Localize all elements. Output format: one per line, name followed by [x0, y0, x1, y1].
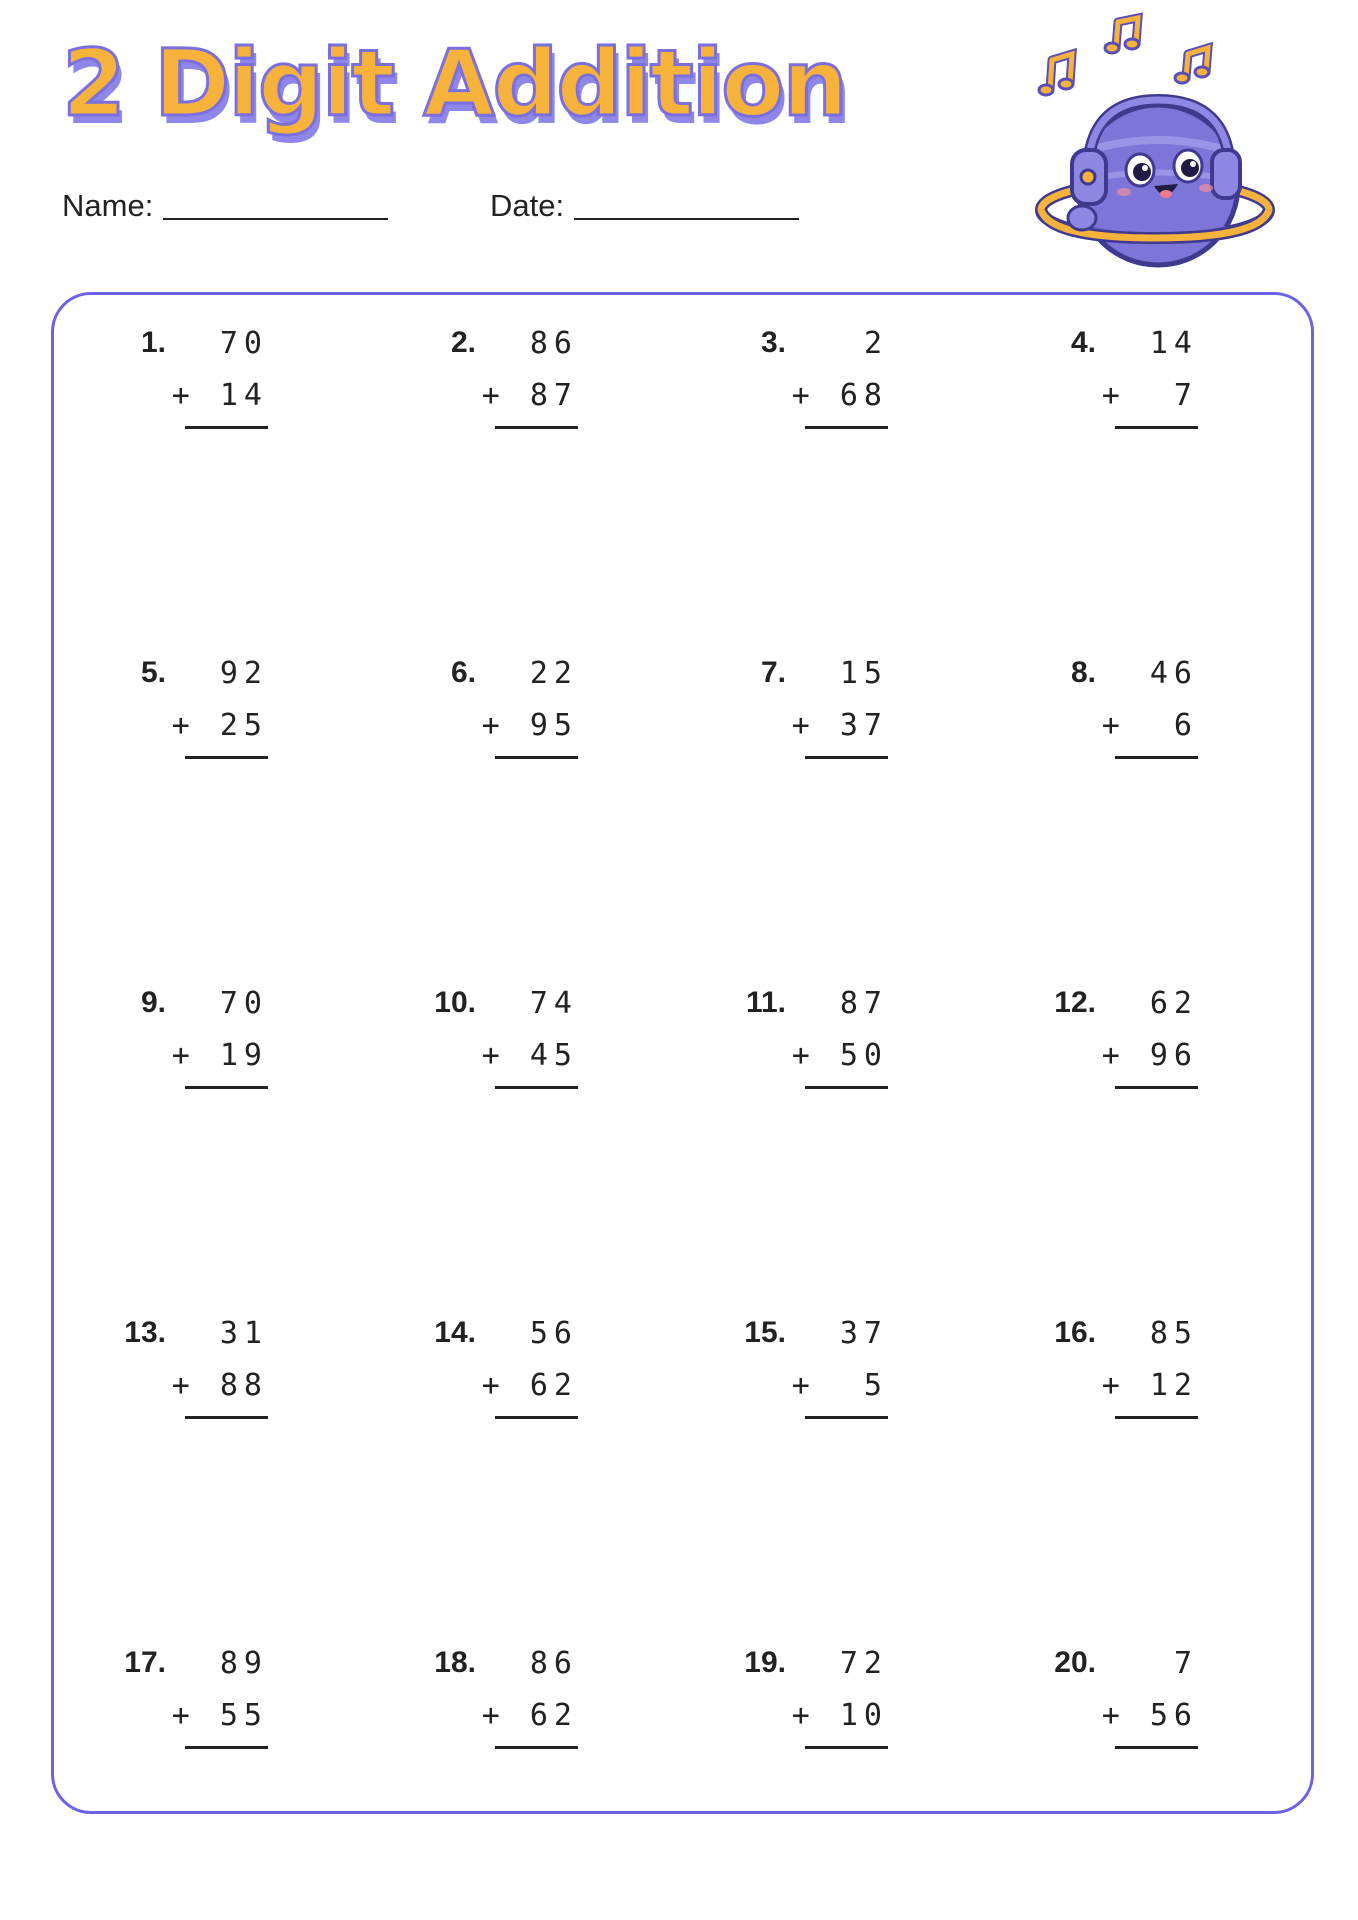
answer-line[interactable] — [1115, 756, 1198, 759]
top-addend: 62 — [1149, 986, 1198, 1021]
problem-3 — [748, 326, 888, 446]
answer-line[interactable] — [495, 756, 578, 759]
problem-16 — [1054, 1316, 1198, 1436]
date-blank-line[interactable] — [574, 196, 799, 220]
problem-number: 17. — [124, 1646, 166, 1679]
problem-15 — [744, 1316, 888, 1436]
bottom-addend: + 87 — [481, 378, 578, 413]
answer-line[interactable] — [495, 426, 578, 429]
problem-number: 12. — [1054, 986, 1096, 1019]
problem-number: 13. — [124, 1316, 166, 1349]
problems-panel — [51, 292, 1314, 1814]
problem-number: 16. — [1054, 1316, 1096, 1349]
bottom-addend: + 19 — [171, 1038, 268, 1073]
problem-7 — [748, 656, 888, 776]
answer-line[interactable] — [805, 1746, 888, 1749]
bottom-addend: + 62 — [481, 1698, 578, 1733]
problem-number: 4. — [1070, 326, 1096, 359]
top-addend: 85 — [1149, 1316, 1198, 1351]
top-addend: 14 — [1149, 326, 1198, 361]
bottom-addend: + 6 — [1101, 708, 1198, 743]
top-addend: 31 — [219, 1316, 268, 1351]
problem-number: 10. — [434, 986, 476, 1019]
answer-line[interactable] — [1115, 1416, 1198, 1419]
problem-9 — [128, 986, 268, 1106]
answer-line[interactable] — [1115, 426, 1198, 429]
bottom-addend: + 5 — [791, 1368, 888, 1403]
answer-line[interactable] — [185, 756, 268, 759]
answer-line[interactable] — [1115, 1746, 1198, 1749]
problem-12 — [1054, 986, 1198, 1106]
problem-13 — [124, 1316, 268, 1436]
problem-number: 1. — [140, 326, 166, 359]
bottom-addend: + 45 — [481, 1038, 578, 1073]
problem-11 — [745, 986, 888, 1106]
top-addend: 92 — [219, 656, 268, 691]
planet-mascot-icon — [1020, 0, 1290, 280]
problem-number: 6. — [450, 656, 476, 689]
top-addend: 72 — [839, 1646, 888, 1681]
answer-line[interactable] — [185, 426, 268, 429]
problem-number: 7. — [760, 656, 786, 689]
answer-line[interactable] — [805, 756, 888, 759]
problem-number: 11. — [745, 986, 786, 1019]
bottom-addend: + 55 — [171, 1698, 268, 1733]
top-addend: 70 — [219, 986, 268, 1021]
name-blank-line[interactable] — [163, 196, 388, 220]
bottom-addend: + 68 — [791, 378, 888, 413]
problem-number: 8. — [1070, 656, 1096, 689]
problem-number: 18. — [434, 1646, 476, 1679]
problem-8 — [1058, 656, 1198, 776]
bottom-addend: + 14 — [171, 378, 268, 413]
top-addend: 86 — [529, 1646, 578, 1681]
problem-14 — [434, 1316, 578, 1436]
bottom-addend: + 88 — [171, 1368, 268, 1403]
problem-6 — [438, 656, 578, 776]
top-addend: 86 — [529, 326, 578, 361]
answer-line[interactable] — [805, 1416, 888, 1419]
music-note-icon — [1105, 18, 1139, 53]
music-note-icon — [1175, 48, 1209, 83]
bottom-addend: + 56 — [1101, 1698, 1198, 1733]
top-addend: 70 — [219, 326, 268, 361]
problem-number: 19. — [744, 1646, 786, 1679]
problem-10 — [434, 986, 578, 1106]
top-addend: 74 — [529, 986, 578, 1021]
bottom-addend: + 50 — [791, 1038, 888, 1073]
top-addend: 22 — [529, 656, 578, 691]
problem-number: 15. — [744, 1316, 786, 1349]
problem-5 — [128, 656, 268, 776]
bottom-addend: + 95 — [481, 708, 578, 743]
worksheet-title: 2 Digit Addition — [62, 30, 847, 137]
problem-2 — [438, 326, 578, 446]
problem-1 — [128, 326, 268, 446]
answer-line[interactable] — [1115, 1086, 1198, 1089]
top-addend: 37 — [839, 1316, 888, 1351]
name-label: Name: — [62, 188, 154, 223]
problem-number: 14. — [434, 1316, 476, 1349]
bottom-addend: + 62 — [481, 1368, 578, 1403]
answer-line[interactable] — [495, 1746, 578, 1749]
problem-number: 20. — [1054, 1646, 1096, 1679]
top-addend: 7 — [1173, 1646, 1198, 1681]
top-addend: 89 — [219, 1646, 268, 1681]
problem-17 — [124, 1646, 268, 1766]
top-addend: 2 — [863, 326, 888, 361]
answer-line[interactable] — [185, 1086, 268, 1089]
answer-line[interactable] — [495, 1416, 578, 1419]
date-field[interactable] — [490, 188, 799, 224]
problem-20 — [1054, 1646, 1198, 1766]
problem-number: 2. — [450, 326, 476, 359]
top-addend: 87 — [839, 986, 888, 1021]
bottom-addend: + 25 — [171, 708, 268, 743]
problem-19 — [744, 1646, 888, 1766]
music-note-icon — [1039, 54, 1073, 95]
top-addend: 56 — [529, 1316, 578, 1351]
problem-number: 9. — [140, 986, 166, 1019]
date-label: Date: — [490, 188, 565, 223]
answer-line[interactable] — [805, 426, 888, 429]
bottom-addend: + 96 — [1101, 1038, 1198, 1073]
bottom-addend: + 10 — [791, 1698, 888, 1733]
name-field[interactable] — [62, 188, 388, 224]
problem-number: 5. — [140, 656, 166, 689]
top-addend: 15 — [839, 656, 888, 691]
answer-line[interactable] — [185, 1416, 268, 1419]
problem-number: 3. — [760, 326, 786, 359]
answer-line[interactable] — [495, 1086, 578, 1089]
problem-18 — [434, 1646, 578, 1766]
problem-4 — [1058, 326, 1198, 446]
top-addend: 46 — [1149, 656, 1198, 691]
bottom-addend: + 12 — [1101, 1368, 1198, 1403]
answer-line[interactable] — [805, 1086, 888, 1089]
bottom-addend: + 7 — [1101, 378, 1198, 413]
answer-line[interactable] — [185, 1746, 268, 1749]
bottom-addend: + 37 — [791, 708, 888, 743]
